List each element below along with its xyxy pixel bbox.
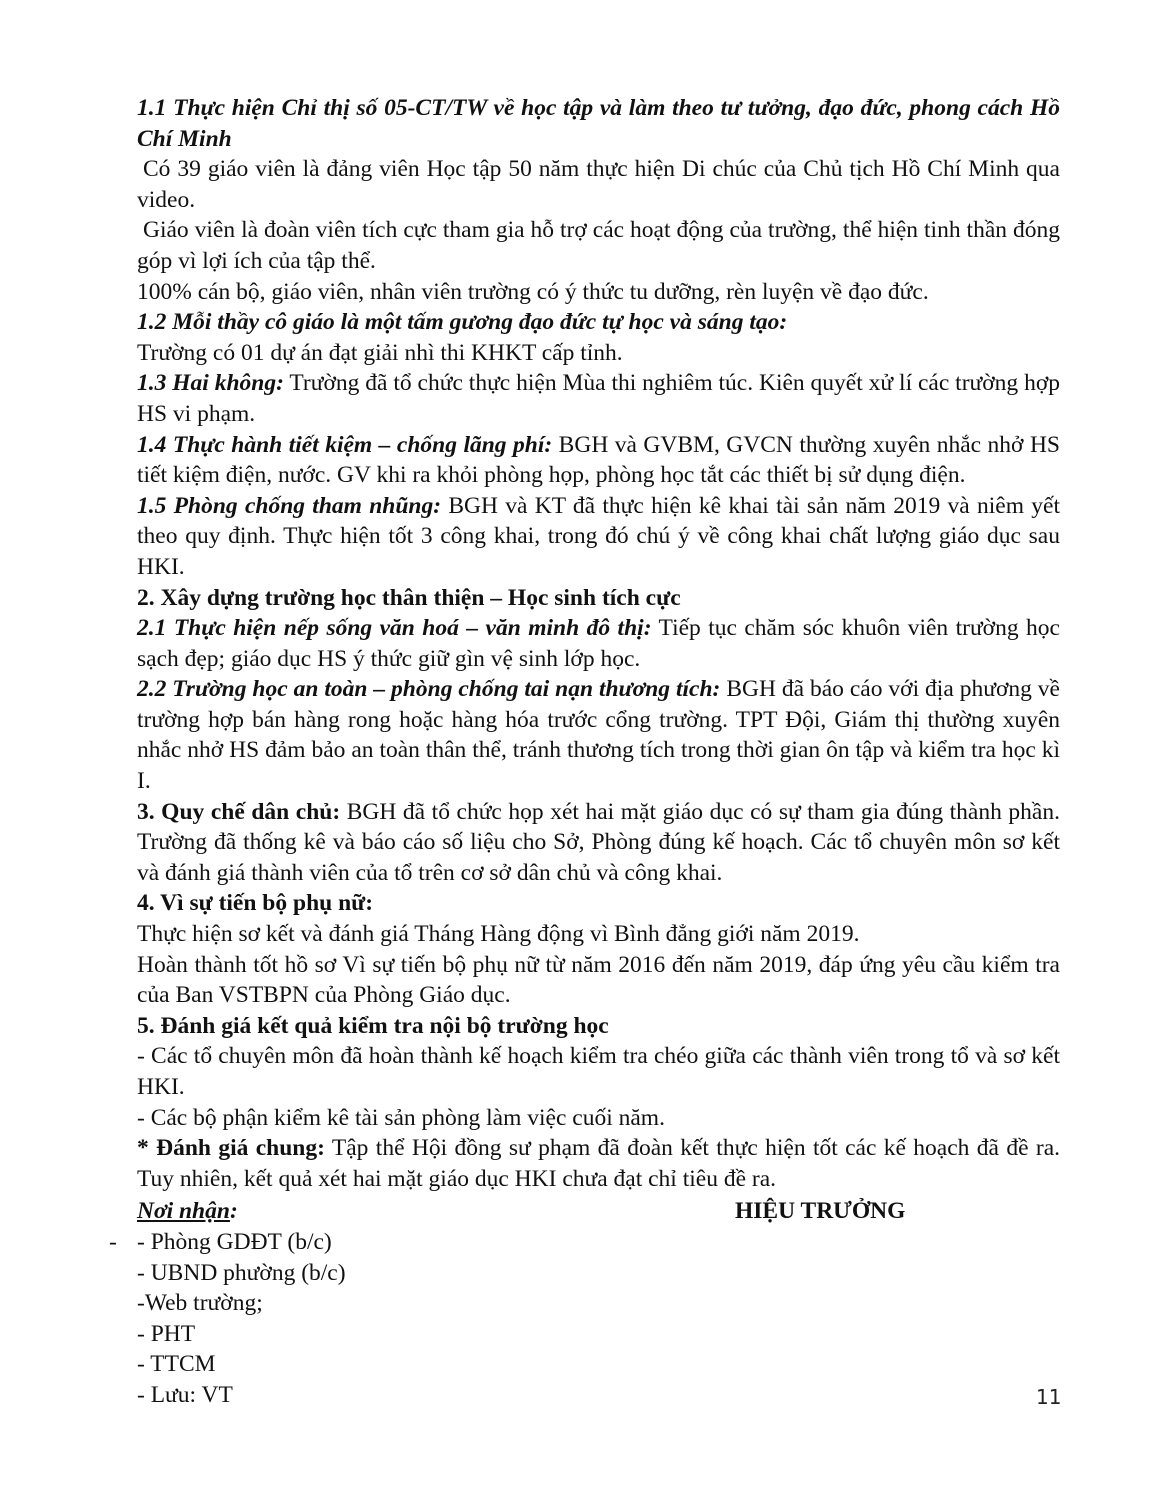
section-2-2-label: 2.2 Trường học an toàn – phòng chống tai nạn thương tích: [137, 676, 721, 703]
section-1-1-heading: 1.1 Thực hiện Chỉ thị số 05-CT/TW về học tập và làm theo tư tưởng, đạo đức, phong cách Hồ Chí Minh [137, 95, 1060, 152]
recipient-item: - Lưu: VT [137, 1381, 233, 1408]
section-2-2-text: BGH đã báo cáo với địa phương về trường hợp bán hàng rong hoặc hàng hóa trước cổng trường. TPT Đội, Giám thị thường xuyên nhắc nhở HS đảm bảo an toàn thân thể, tránh thương tích trong thời gian ôn tập và kiểm tra học kì I. [137, 676, 1060, 795]
section-1-3-label: 1.3 Hai không: [137, 370, 284, 397]
section-1-1-paragraph-1: Có 39 giáo viên là đảng viên Học tập 50 năm thực hiện Di chúc của Chủ tịch Hồ Chí Minh qua video. [137, 156, 1060, 213]
section-1-1-paragraph-2: Giáo viên là đoàn viên tích cực tham gia hỗ trợ các hoạt động của trường, thể hiện tinh thần đóng góp vì lợi ích của tập thể. [137, 217, 1060, 274]
section-2-1-label: 2.1 Thực hiện nếp sống văn hoá – văn minh đô thị: [137, 615, 652, 642]
section-2-heading: 2. Xây dựng trường học thân thiện – Học sinh tích cực [137, 584, 681, 611]
recipients-title-text: Nơi nhận [137, 1198, 230, 1225]
section-1-2-heading: 1.2 Mỗi thầy cô giáo là một tấm gương đạo đức tự học và sáng tạo: [137, 309, 788, 336]
page-number: 11 [1036, 1385, 1062, 1409]
summary-paragraph [137, 1133, 1060, 1194]
section-1-3-paragraph [137, 368, 1060, 429]
section-3-text: BGH đã tổ chức họp xét hai mặt giáo dục có sự tham gia đúng thành phần. Trường đã thống kê và báo cáo số liệu cho Sở, Phòng đúng kế hoạch. Các tổ chuyên môn sơ kết và đánh giá thành viên của tổ trên cơ sở dân chủ và công khai. [137, 798, 1060, 886]
section-1-2-paragraph: Trường có 01 dự án đạt giải nhì thi KHKT cấp tỉnh. [137, 339, 623, 366]
recipient-item: -Web trường; [137, 1290, 263, 1317]
section-5-paragraph-2: - Các bộ phận kiểm kê tài sản phòng làm việc cuối năm. [137, 1104, 665, 1131]
recipient-item: - PHT [137, 1320, 196, 1347]
recipients-list [109, 1227, 1060, 1411]
section-4-paragraph-1: Thực hiện sơ kết và đánh giá Tháng Hàng động vì Bình đẳng giới năm 2019. [137, 921, 860, 948]
section-2-1-paragraph [137, 613, 1060, 674]
section-1-4-text: BGH và GVBM, GVCN thường xuyên nhắc nhở HS tiết kiệm điện, nước. GV khi ra khỏi phòng họp, phòng học tắt các thiết bị sử dụng điện. [137, 431, 1060, 489]
recipient-item: - TTCM [137, 1351, 216, 1378]
section-5-heading: 5. Đánh giá kết quả kiểm tra nội bộ trường học [137, 1012, 609, 1039]
section-1-5-paragraph [137, 491, 1060, 583]
section-2-2-paragraph [137, 674, 1060, 796]
list-bullet: - [109, 1228, 117, 1255]
document-body [109, 93, 1060, 1411]
section-1-4-paragraph [137, 430, 1060, 491]
section-1-5-label: 1.5 Phòng chống tham nhũng: [137, 492, 442, 519]
recipients-title [137, 1196, 238, 1227]
recipient-item [109, 1227, 1060, 1258]
section-1-1-paragraph-3: 100% cán bộ, giáo viên, nhân viên trường có ý thức tu dưỡng, rèn luyện về đạo đức. [137, 278, 929, 305]
summary-text: Tập thể Hội đồng sư phạm đã đoàn kết thực hiện tốt các kế hoạch đã đề ra. Tuy nhiên, kết quả xét hai mặt giáo dục HKI chưa đạt chỉ tiêu đề ra. [137, 1135, 1060, 1192]
recipients-title-colon: : [229, 1198, 238, 1225]
section-3-paragraph [137, 797, 1060, 889]
section-1-4-label: 1.4 Thực hành tiết kiệm – chống lãng phí: [137, 431, 553, 458]
section-1-3-text: Trường đã tổ chức thực hiện Mùa thi nghiêm túc. Kiên quyết xử lí các trường hợp HS vi phạm. [137, 370, 1060, 427]
recipient-item: - UBND phường (b/c) [137, 1259, 346, 1286]
section-4-heading: 4. Vì sự tiến bộ phụ nữ: [137, 890, 374, 917]
section-1-5-text: BGH và KT đã thực hiện kê khai tài sản năm 2019 và niêm yết theo quy định. Thực hiện tốt 3 công khai, trong đó chú ý về công khai chất lượng giáo dục sau HKI. [137, 492, 1060, 580]
signature-row [137, 1196, 1060, 1227]
signer-title: HIỆU TRƯỞNG [735, 1198, 906, 1225]
section-2-1-text: Tiếp tục chăm sóc khuôn viên trường học sạch đẹp; giáo dục HS ý thức giữ gìn vệ sinh lớp học. [137, 615, 1060, 672]
recipient-text: - Phòng GDĐT (b/c) [137, 1228, 332, 1255]
section-4-paragraph-2: Hoàn thành tốt hồ sơ Vì sự tiến bộ phụ nữ từ năm 2016 đến năm 2019, đáp ứng yêu cầu kiểm tra của Ban VSTBPN của Phòng Giáo dục. [137, 951, 1060, 1009]
section-5-paragraph-1: - Các tổ chuyên môn đã hoàn thành kế hoạch kiểm tra chéo giữa các thành viên trong tổ và sơ kết HKI. [137, 1043, 1060, 1100]
section-3-label: 3. Quy chế dân chủ: [137, 798, 341, 825]
summary-label: * Đánh giá chung: [137, 1135, 325, 1162]
